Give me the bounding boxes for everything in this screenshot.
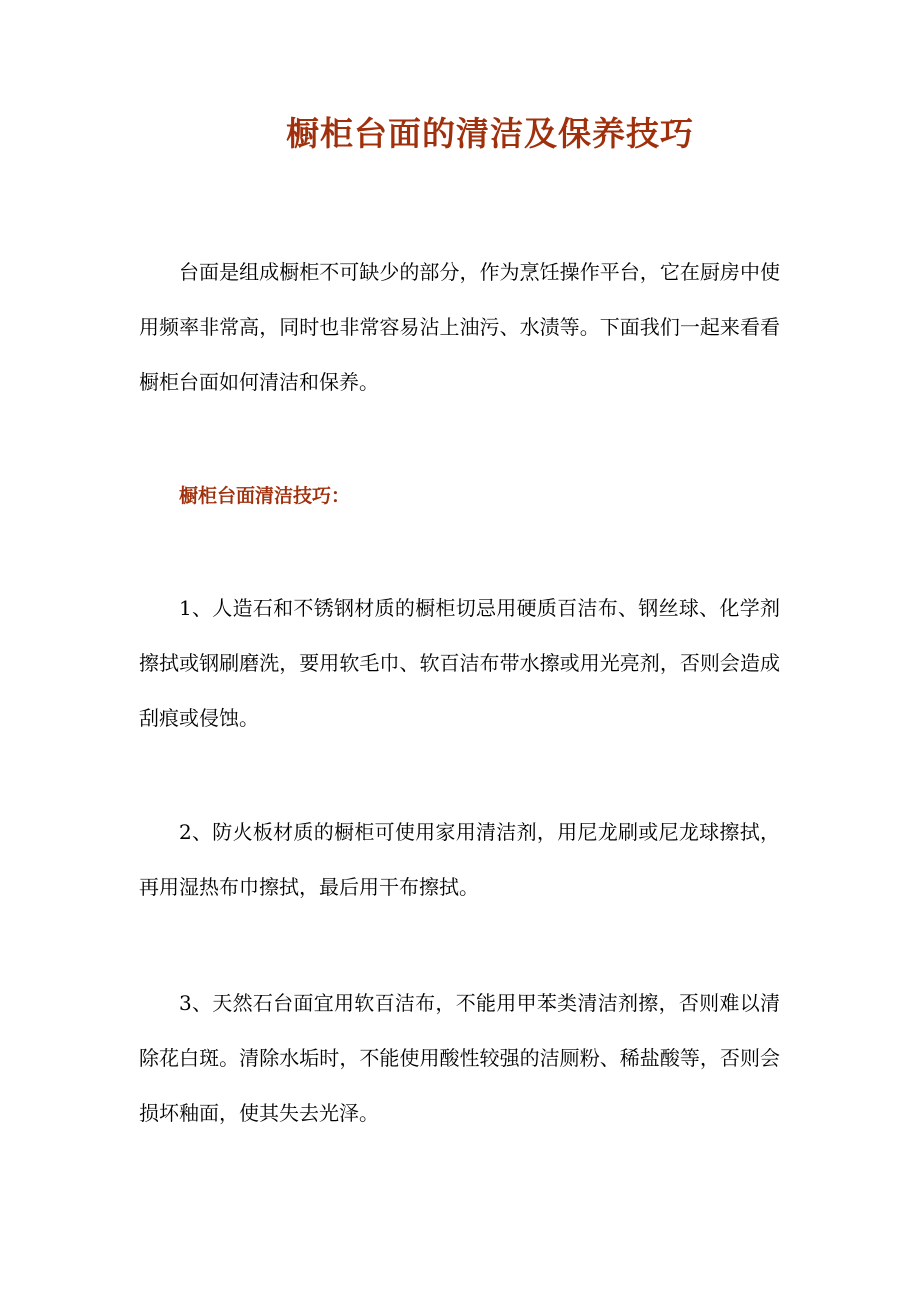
tip-paragraph-2: 2、防火板材质的橱柜可使用家用清洁剂，用尼龙刷或尼龙球擦拭，再用湿热布巾擦拭，最后用干布擦拭。 (139, 820, 780, 899)
page-title: 橱柜台面的清洁及保养技巧 (286, 114, 694, 153)
tip-paragraph-1: 1、人造石和不锈钢材质的橱柜切忌用硬质百洁布、钢丝球、化学剂擦拭或钢刷磨洗，要用软毛巾、软百洁布带水擦或用光亮剂，否则会造成刮痕或侵蚀。 (139, 596, 780, 730)
tip-paragraph-3: 3、天然石台面宜用软百洁布，不能用甲苯类清洁剂擦，否则难以清除花白斑。清除水垢时，不能使用酸性较强的洁厕粉、稀盐酸等，否则会损坏釉面，使其失去光泽。 (139, 991, 780, 1125)
section-heading: 橱柜台面清洁技巧： (179, 485, 351, 507)
intro-paragraph: 台面是组成橱柜不可缺少的部分，作为烹饪操作平台，它在厨房中使用频率非常高，同时也非常容易沾上油污、水渍等。下面我们一起来看看橱柜台面如何清洁和保养。 (139, 260, 780, 394)
